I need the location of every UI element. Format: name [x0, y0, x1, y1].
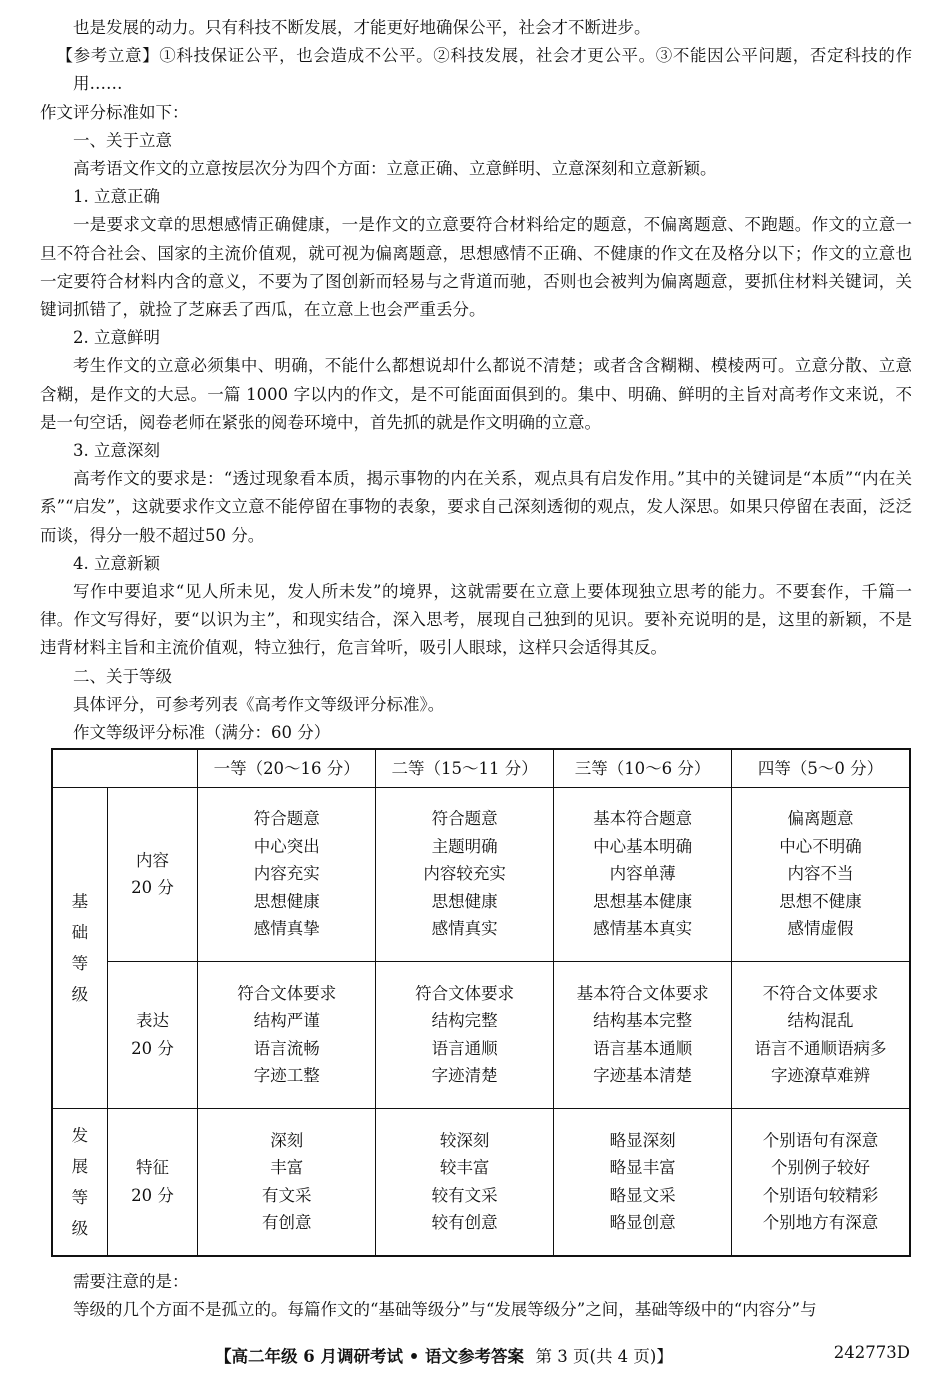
header-grade-3: 三等（10～6 分）	[554, 749, 732, 787]
content-grade-2: 符合题意 主题明确 内容较充实 思想健康 感情真实	[376, 787, 554, 961]
notes-section	[40, 1268, 912, 1324]
header-grade-4: 四等（5～0 分）	[732, 749, 910, 787]
theme-overview: 高考语文作文的立意按层次分为四个方面：立意正确、立意鲜明、立意深刻和立意新颖。	[73, 159, 717, 179]
table-header-row	[52, 749, 910, 787]
content-grade-1: 符合题意 中心突出 内容充实 思想健康 感情真挚	[198, 787, 376, 961]
note-title: 需要注意的是：	[73, 1272, 189, 1291]
paragraph-correct: 一是要求文章的思想感情正确健康，一是作文的立意要符合材料给定的题意，不偏离题意、不跑题。作文的立意一旦不符合社会、国家的主流价值观，就可视为偏离题意，思想感情不正确、不健康的作文在及格分以下；作文的立意也一定要符合材料内含的意义，不要为了图创新而轻易与之背道而驰，否则也会被判为偏离题意，要抓住材料关键词，关键词抓错了，就捡了芝麻丢了西瓜，在立意上也会严重丢分。	[40, 215, 912, 320]
feature-label: 特征 20 分	[107, 1108, 197, 1256]
content-label: 内容 20 分	[107, 787, 197, 961]
subheading-correct: 1. 立意正确	[73, 187, 160, 207]
content-grade-4: 偏离题意 中心不明确 内容不当 思想不健康 感情虚假	[732, 787, 910, 961]
table-row-feature	[52, 1108, 910, 1256]
expression-grade-4: 不符合文体要求 结构混乱 语言不通顺语病多 字迹潦草难辨	[732, 961, 910, 1108]
content-grade-3: 基本符合题意 中心基本明确 内容单薄 思想基本健康 感情基本真实	[554, 787, 732, 961]
scoring-intro: 作文评分标准如下：	[40, 102, 189, 122]
footer-exam-title: 【高二年级 6 月调研考试 • 语文参考答案	[215, 1347, 525, 1366]
expression-label: 表达 20 分	[107, 961, 197, 1108]
feature-grade-2: 较深刻 较丰富 较有文采 较有创意	[376, 1108, 554, 1256]
feature-grade-4: 个别语句有深意 个别例子较好 个别语句较精彩 个别地方有深意	[732, 1108, 910, 1256]
paragraph-clear: 考生作文的立意必须集中、明确，不能什么都想说却什么都说不清楚；或者含含糊糊、模棱两可。立意分散、立意含糊，是作文的大忌。一篇 1000 字以内的作文，是不可能面面俱到的。集中、明确、鲜明的主旨对高考作文来说，不是一句空话，阅卷老师在紧张的阅卷环境中，首先抓的就是作文明确的立意。	[40, 356, 912, 432]
subheading-clear: 2. 立意鲜明	[73, 328, 160, 348]
subheading-deep: 3. 立意深刻	[73, 441, 160, 461]
feature-grade-1: 深刻 丰富 有文采 有创意	[198, 1108, 376, 1256]
reference-theme: 【参考立意】①科技保证公平，也会造成不公平。②科技发展，社会才更公平。③不能因公平问题，否定科技的作用……	[56, 46, 912, 94]
footer-exam-info	[215, 1343, 673, 1367]
section-heading-grade: 二、关于等级	[73, 666, 172, 686]
subheading-novel: 4. 立意新颖	[73, 553, 160, 573]
table-row-content	[52, 787, 910, 961]
header-empty-cell	[52, 749, 198, 787]
expression-grade-3: 基本符合文体要求 结构基本完整 语言基本通顺 字迹基本清楚	[554, 961, 732, 1108]
grade-reference: 具体评分，可参考列表《高考作文等级评分标准》。	[73, 694, 445, 714]
footer-page-number: 第 3 页(共 4 页)】	[535, 1347, 673, 1366]
group-basic-label: 基 础 等 级	[52, 787, 107, 1108]
table-caption: 作文等级评分标准（满分：60 分）	[73, 723, 331, 743]
note-text: 等级的几个方面不是孤立的。每篇作文的“基础等级分”与“发展等级分”之间，基础等级中的“内容分”与	[73, 1300, 817, 1319]
header-grade-2: 二等（15～11 分）	[376, 749, 554, 787]
prev-answer-tail: 也是发展的动力。只有科技不断发展，才能更好地确保公平，社会才不断进步。	[73, 18, 651, 37]
footer-code: 242773D	[833, 1343, 910, 1362]
paragraph-novel: 写作中要追求“见人所未见，发人所未发”的境界，这就需要在立意上要体现独立思考的能力。不要套作，千篇一律。作文写得好，要“以识为主”，和现实结合，深入思考，展现自己独到的见识。要补充说明的是，这里的新颖，不是违背材料主旨和主流价值观，特立独行，危言耸听，吸引人眼球，这样只会适得其反。	[40, 582, 912, 658]
expression-grade-2: 符合文体要求 结构完整 语言通顺 字迹清楚	[376, 961, 554, 1108]
group-development-label: 发 展 等 级	[52, 1108, 107, 1256]
section-heading-theme: 一、关于立意	[73, 130, 172, 150]
essay-guidelines	[40, 14, 912, 747]
grading-table	[51, 748, 911, 1257]
expression-grade-1: 符合文体要求 结构严谨 语言流畅 字迹工整	[198, 961, 376, 1108]
feature-grade-3: 略显深刻 略显丰富 略显文采 略显创意	[554, 1108, 732, 1256]
header-grade-1: 一等（20～16 分）	[198, 749, 376, 787]
table-row-expression	[52, 961, 910, 1108]
paragraph-deep: 高考作文的要求是：“透过现象看本质，揭示事物的内在关系，观点具有启发作用。”其中的关键词是“本质”“内在关系”“启发”，这就要求作文立意不能停留在事物的表象，要求自己深刻透彻的观点，发人深思。如果只停留在表面，泛泛而谈，得分一般不超过50 分。	[40, 469, 912, 545]
